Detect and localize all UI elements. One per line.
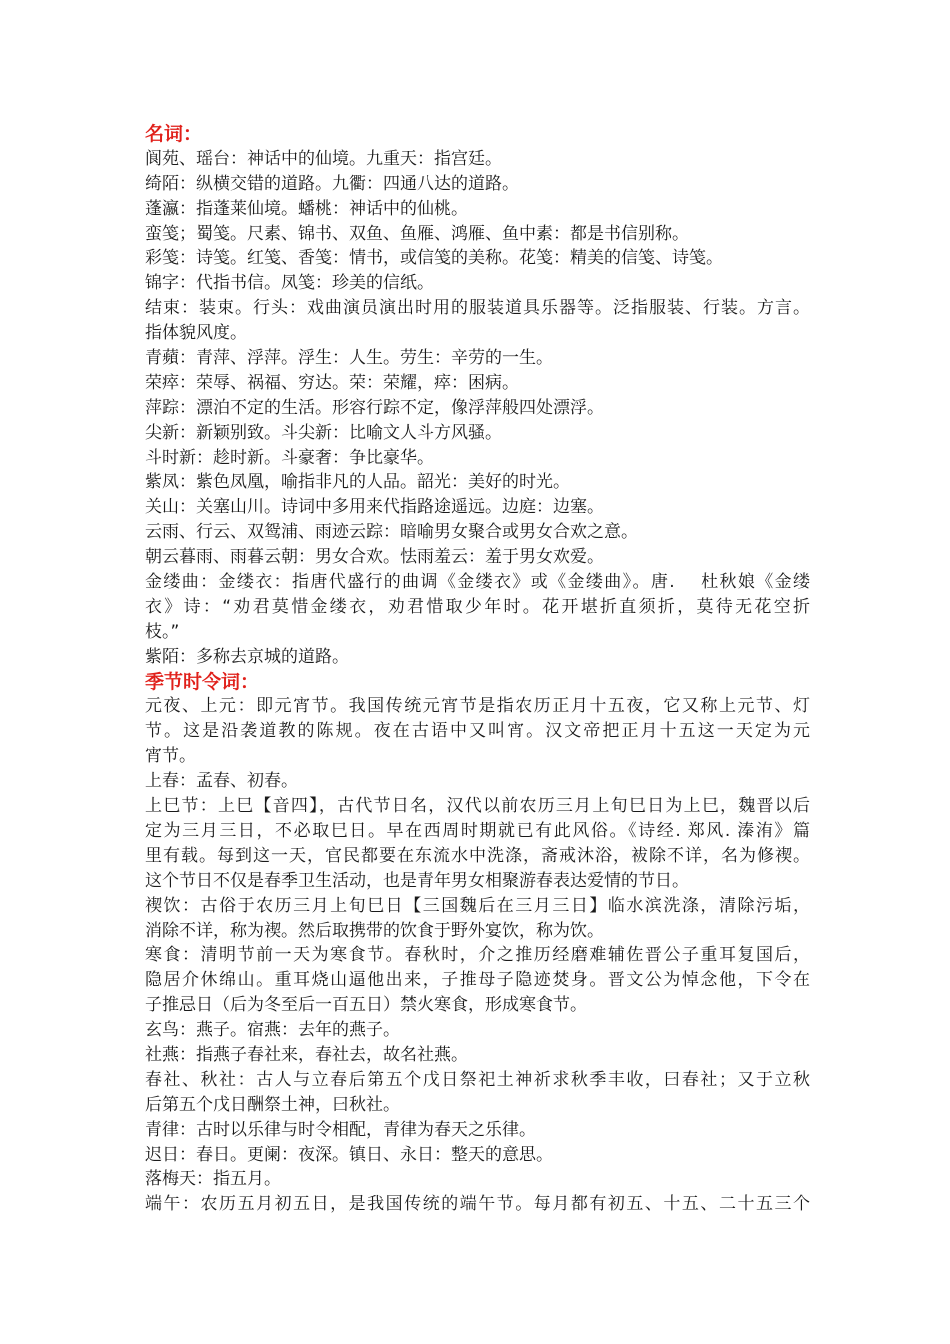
document-page	[145, 122, 810, 1217]
text-line: 萍踪：漂泊不定的生活。形容行踪不定，像浮萍般四处漂浮。	[145, 397, 604, 418]
text-line: 寒食：清明节前一天为寒食节。春秋时，介之推历经磨难辅佐晋公子重耳复国后，	[145, 945, 810, 966]
section-heading: 名词：	[145, 123, 203, 145]
text-line: 禊饮：古俗于农历三月上旬巳日【三国魏后在三月三日】临水滨洗涤，清除污垢，	[145, 895, 810, 916]
text-line: 紫陌：多称去京城的道路。	[145, 646, 349, 667]
text-line: 蛮笺；蜀笺。尺素、锦书、双鱼、鱼雁、鸿雁、鱼中素：都是书信别称。	[145, 223, 689, 244]
text-line: 衣》诗：“劝君莫惜金缕衣，劝君惜取少年时。花开堪折直须折，莫待无花空折	[145, 596, 810, 617]
text-line: 宵节。	[145, 746, 196, 767]
text-line: 阆苑、瑶台：神话中的仙境。九重天：指宫廷。	[145, 148, 502, 169]
text-line: 青蘋：青萍、浮萍。浮生：人生。劳生：辛劳的一生。	[145, 348, 553, 369]
text-line: 荣瘁：荣辱、祸福、穷达。荣：荣耀，瘁：困病。	[145, 372, 519, 393]
text-line: 紫凤：紫色凤凰，喻指非凡的人品。韶光：美好的时光。	[145, 472, 570, 493]
text-line: 玄鸟：燕子。宿燕：去年的燕子。	[145, 1020, 400, 1041]
text-line: 结束：装束。行头：戏曲演员演出时用的服装道具乐器等。泛指服装、行装。方言。	[145, 298, 810, 319]
text-line: 消除不详，称为禊。然后取携带的饮食于野外宴饮，称为饮。	[145, 920, 604, 941]
text-line: 定为三月三日，不必取巳日。早在西周时期就已有此风俗。《诗经. 郑风. 溱洧》篇	[145, 820, 810, 841]
section-heading: 季节时令词：	[145, 670, 260, 693]
text-line: 春社、秋社：古人与立春后第五个戊日祭祀土神祈求秋季丰收，曰春社；又于立秋	[145, 1069, 810, 1090]
text-line: 迟日：春日。更阑：夜深。镇日、永日：整天的意思。	[145, 1144, 553, 1165]
text-line: 云雨、行云、双鸳浦、雨迹云踪：暗喻男女聚合或男女合欢之意。	[145, 522, 638, 543]
text-line: 落梅天：指五月。	[145, 1169, 281, 1190]
text-line: 子推忌日（后为冬至后一百五日）禁火寒食，形成寒食节。	[145, 995, 587, 1016]
text-line: 绮陌：纵横交错的道路。九衢：四通八达的道路。	[145, 173, 519, 194]
text-line: 指体貌风度。	[145, 323, 247, 344]
text-line: 金缕曲：金缕衣：指唐代盛行的曲调《金缕衣》或《金缕曲》。唐. 杜秋娘《金缕	[145, 572, 810, 593]
text-line: 元夜、上元：即元宵节。我国传统元宵节是指农历正月十五夜，它又称上元节、灯	[145, 696, 810, 717]
text-line: 端午：农历五月初五日，是我国传统的端午节。每月都有初五、十五、二十五三个	[145, 1194, 810, 1215]
text-line: 蓬瀛：指蓬莱仙境。蟠桃：神话中的仙桃。	[145, 198, 468, 219]
text-line: 关山：关塞山川。诗词中多用来代指路途遥远。边庭：边塞。	[145, 497, 604, 518]
text-line: 斗时新：趁时新。斗豪奢：争比豪华。	[145, 447, 434, 468]
text-line: 隐居介休绵山。重耳烧山逼他出来，子推母子隐迹焚身。晋文公为悼念他，下令在	[145, 970, 810, 991]
text-line: 尖新：新颖别致。斗尖新：比喻文人斗方风骚。	[145, 422, 502, 443]
text-line: 节。这是沿袭道教的陈规。夜在古语中又叫宵。汉文帝把正月十五这一天定为元	[145, 721, 810, 742]
text-line: 枝。”	[145, 621, 180, 642]
text-line: 上春：孟春、初春。	[145, 771, 298, 792]
text-line: 朝云暮雨、雨暮云朝：男女合欢。怯雨羞云：羞于男女欢爱。	[145, 547, 604, 568]
text-line: 里有载。每到这一天，官民都要在东流水中洗涤，斋戒沐浴，袚除不详，名为修禊。	[145, 845, 810, 866]
text-line: 这个节日不仅是春季卫生活动，也是青年男女相聚游春表达爱情的节日。	[145, 870, 689, 891]
text-line: 锦字：代指书信。凤笺：珍美的信纸。	[145, 273, 434, 294]
text-line: 青律：古时以乐律与时令相配，青律为春天之乐律。	[145, 1119, 536, 1140]
text-line: 后第五个戊日酬祭土神，曰秋社。	[145, 1094, 400, 1115]
text-line: 社燕：指燕子春社来，春社去，故名社燕。	[145, 1044, 468, 1065]
text-line: 上巳节：上巳【音四】，古代节日名，汉代以前农历三月上旬巳日为上巳，魏晋以后	[145, 796, 810, 817]
text-line: 彩笺：诗笺。红笺、香笺：情书，或信笺的美称。花笺：精美的信笺、诗笺。	[145, 248, 723, 269]
